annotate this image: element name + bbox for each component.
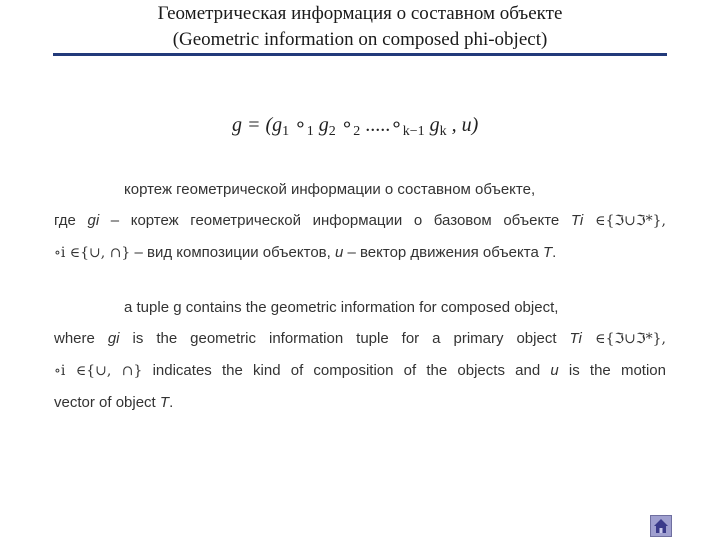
title-russian: Геометрическая информация о составном объекте [157, 3, 563, 24]
slide-title [0, 0, 720, 53]
title-underline [53, 53, 667, 56]
russian-description [54, 174, 666, 269]
english-line-3: ∘i ∈{∪, ∩} indicates the kind of composition of the objects and u is the motion [54, 362, 666, 379]
formula: $g = (g_1$ $\circ_1$ $g_2$ $\circ_2$ $.....\circ_{k-1}$ $g_k$ , u) [232, 114, 479, 139]
home-icon [651, 516, 671, 536]
russian-line-3: ∘i ∈{∪, ∩} – вид композиции объектов, u – вектор движения объекта T. [54, 244, 557, 261]
english-line-2: where gi is the geometric information tuple for a primary object Ti ∈{ℑ∪ℑ*}, [54, 330, 666, 347]
russian-line-1: кортеж геометрической информации о составном объекте, [124, 181, 536, 198]
english-line-1: a tuple g contains the geometric information for composed object, [124, 299, 559, 316]
english-description [54, 292, 666, 418]
english-line-4: vector of object T. [54, 394, 174, 411]
russian-line-2: где gi – кортеж геометрической информации о базовом объекте Ti ∈{ℑ∪ℑ*}, [54, 212, 666, 229]
title-english: (Geometric information on composed phi-object) [172, 29, 548, 50]
home-button[interactable] [650, 515, 672, 537]
